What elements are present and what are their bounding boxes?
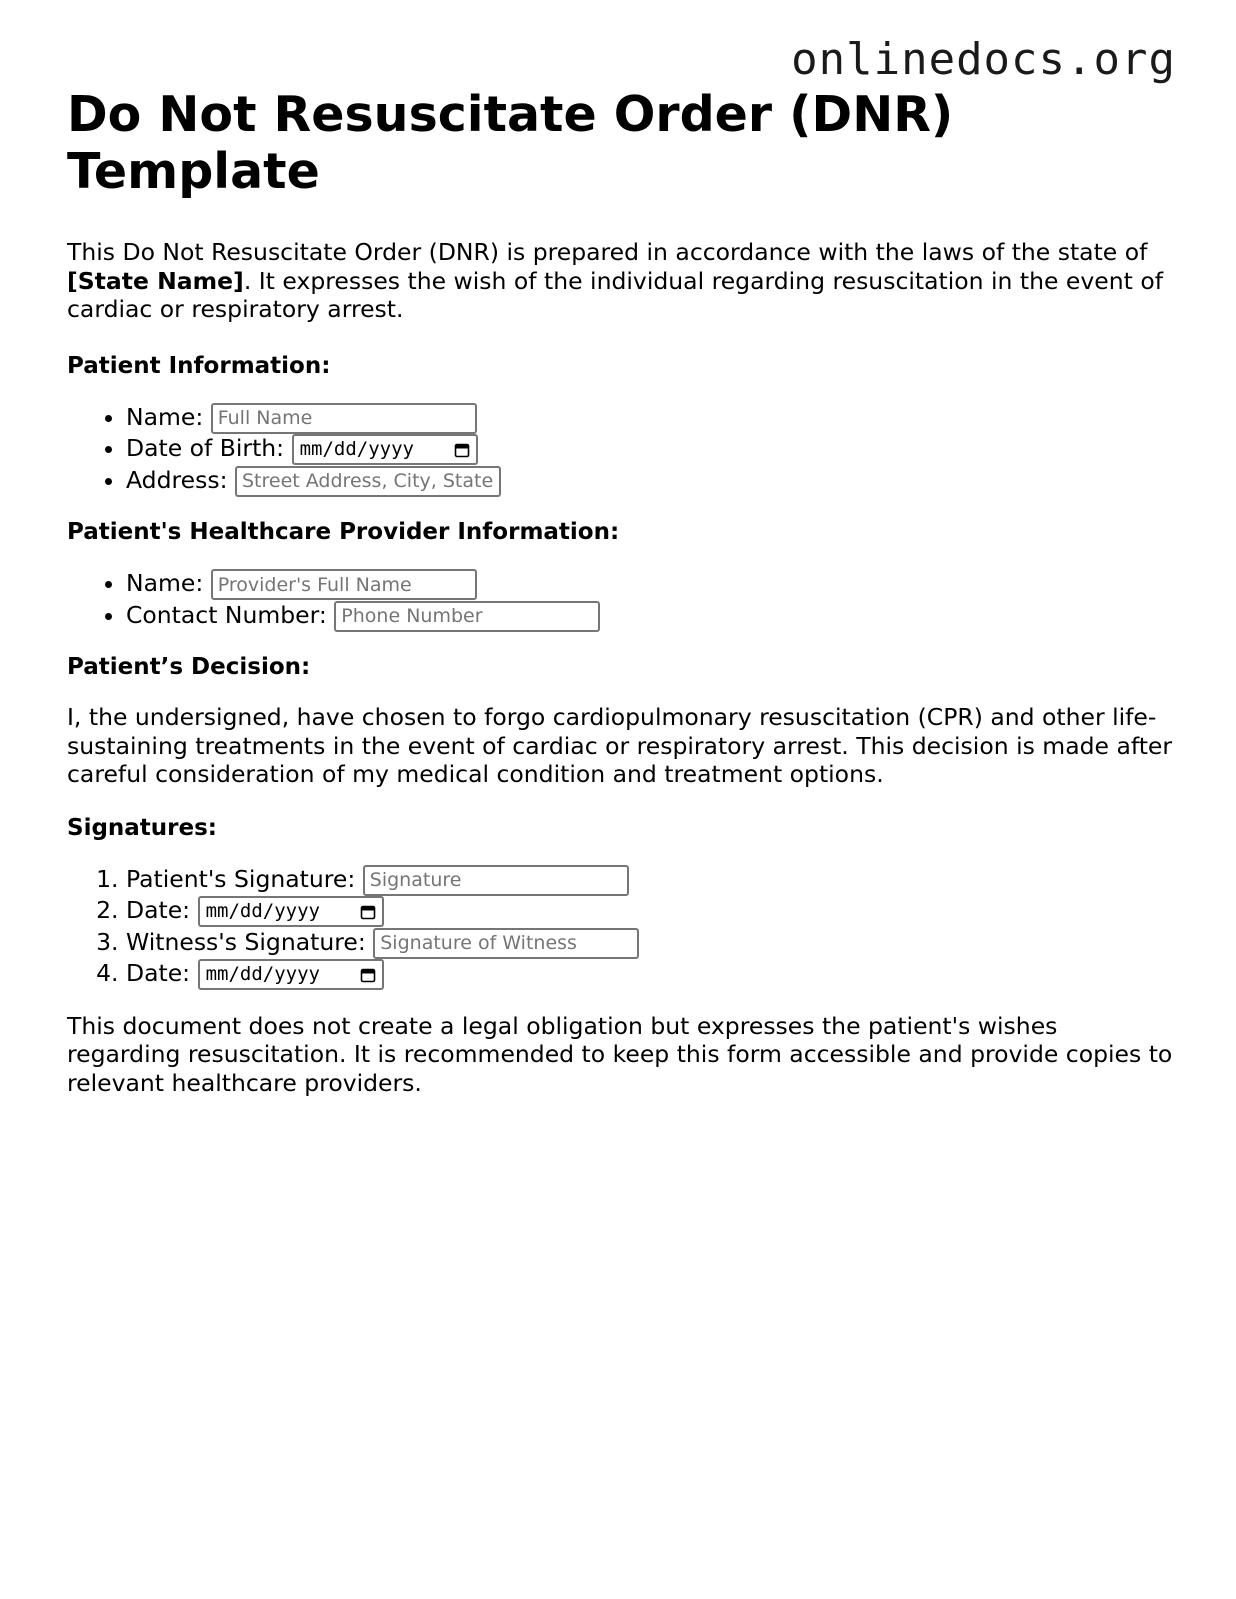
intro-text-after: . It expresses the wish of the individual regarding resuscitation in the event of cardiac or respiratory arrest. [67,266,1163,323]
contact-number-input[interactable] [334,601,600,632]
witness-signature-input[interactable] [373,928,639,959]
list-item [126,433,1177,465]
provider-info-heading: Patient's Healthcare Provider Information: [67,519,620,545]
witness-signature-label: Witness's Signature: [126,927,366,956]
list-item [126,958,1177,990]
provider-info-list [67,568,1177,631]
list-item [126,927,1177,959]
decision-heading: Patient’s Decision: [67,654,311,680]
watermark: onlinedocs.org [791,34,1176,85]
address-label: Address: [126,465,228,494]
patient-info-heading: Patient Information: [67,352,331,379]
provider-name-label: Name: [126,569,204,597]
intro-text-before: This Do Not Resuscitate Order (DNR) is prepared in accordance with the laws of the state of [67,238,1148,266]
patient-name-label: Name: [126,402,204,431]
list-item [126,568,1177,600]
list-item [126,465,1177,497]
dob-label: Date of Birth: [126,434,285,462]
patient-signature-label: Patient's Signature: [126,864,356,893]
patient-date-label: Date: [126,896,191,924]
signatures-heading: Signatures: [67,814,218,841]
patient-name-input[interactable] [211,403,477,434]
provider-name-input[interactable] [211,569,477,600]
calendar-icon[interactable] [360,967,376,983]
list-item [126,600,1177,632]
list-item [126,402,1177,434]
decision-paragraph: I, the undersigned, have chosen to forgo cardiopulmonary resuscitation (CPR) and other life-sustaining treatments in the event of cardiac or respiratory arrest. This decision is made after careful consideration of my medical condition and treatment options. [67,703,1173,788]
address-input[interactable] [235,466,501,497]
dob-date-value: mm/dd/yyyy [299,437,414,460]
witness-date-input[interactable] [198,959,384,990]
document-title: Do Not Resuscitate Order (DNR) Template [67,86,954,200]
calendar-icon[interactable] [360,904,376,920]
witness-date-label: Date: [126,959,191,987]
witness-date-value: mm/dd/yyyy [205,962,320,985]
contact-number-label: Contact Number: [126,600,327,629]
intro-paragraph [67,238,1177,324]
document-body [67,86,1177,1097]
state-name-placeholder: [State Name] [67,266,244,295]
closing-paragraph: This document does not create a legal obligation but expresses the patient's wishes regarding resuscitation. It is recommended to keep this form accessible and provide copies to relevant healthcare providers. [67,1011,1173,1097]
signatures-list [67,864,1177,990]
list-item [126,895,1177,927]
calendar-icon[interactable] [454,442,470,458]
patient-info-list [67,402,1177,497]
list-item [126,864,1177,896]
patient-date-input[interactable] [198,896,384,927]
patient-signature-input[interactable] [363,865,629,896]
patient-date-value: mm/dd/yyyy [205,899,320,922]
dob-date-input[interactable] [292,434,478,465]
